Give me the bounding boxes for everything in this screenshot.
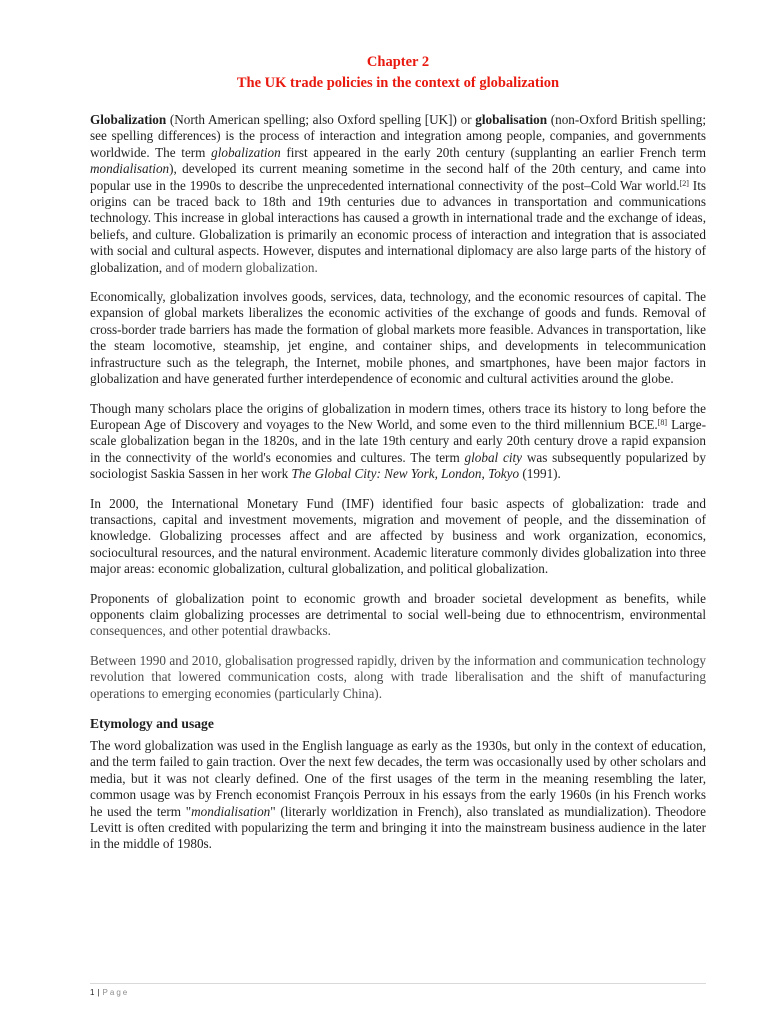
page-footer	[90, 983, 706, 997]
page-number: 1	[90, 988, 95, 997]
book-title: The Global City: New York, London, Tokyo	[291, 466, 520, 482]
document-body	[90, 112, 706, 853]
paragraph-etymology: The word globalization was used in the English language as early as the 1930s, but only in the context of education, and the term failed to gain traction. Over the next few decades, the term was occasionally used by other scholars and media, but it was not clearly defined. One of the first usages of the term in the meaning resembling the later, common usage was by French economist François Perroux in his essays from the early 1960s (in his French works he used the term "mondialisation" (literarly worldization in French), also translated as mundialization). Theodore Levitt is often credited with popularizing the term and bringing it into the mainstream business audience in the later in the middle of 1980s.	[90, 738, 707, 852]
citation-8: [8]	[657, 417, 668, 427]
chapter-heading	[90, 52, 706, 94]
section-heading-etymology: Etymology and usage	[90, 716, 214, 731]
paragraph-proponents: Proponents of globalization point to economic growth and broader societal development as benefits, while opponents claim globalizing processes are detrimental to social well-being due to ethnocentrism, environmental consequences, and other potential drawbacks.	[90, 590, 706, 639]
term-globalisation: globalisation	[475, 112, 548, 127]
document-page	[90, 52, 706, 866]
citation-2: [2]	[679, 178, 689, 188]
footer-separator: |	[97, 988, 100, 997]
paragraph-imf: In 2000, the International Monetary Fund (IMF) identified four basic aspects of globalization: trade and transactions, capital and investment movements, migration and movement of people, and the dissemination of knowledge. Globalizing processes affect and are affected by business and work organization, economics, sociocultural resources, and the natural environment. Academic literature commonly divides globalization into three major areas: economic globalization, cultural globalization, and political globalization.	[90, 495, 706, 577]
paragraph-history: Though many scholars place the origins of globalization in modern times, others trace its history to long before the European Age of Discovery and voyages to the New World, and some even to the third millennium BCE.[8] Large-scale globalization began in the 1820s, and in the late 19th century and early 20th century drove a rapid expansion in the connectivity of the world's economies and cultures. The term global city was subsequently popularized by sociologist Saskia Sassen in her work The Global City: New York, London, Tokyo (1991).	[90, 400, 706, 482]
page-label: Page	[102, 988, 130, 997]
paragraph-economics: Economically, globalization involves goods, services, data, technology, and the economic resources of capital. The expansion of global markets liberalizes the economic activities of the exchange of goods and funds. Removal of cross-border trade barriers has made the formation of global markets more feasible. Advances in transportation, like the steam locomotive, steamship, jet engine, and container ships, and developments in telecommunication infrastructure such as the telegraph, the Internet, mobile phones, and smartphones, have been major factors in globalization and have generated further interdependence of economic and cultural activities around the globe.	[90, 289, 706, 387]
paragraph-definition: Globalization (North American spelling; also Oxford spelling [UK]) or globalisation (non-Oxford British spelling; see spelling differences) is the process of interaction and integration among people, companies, and governments worldwide. The term globalization first appeared in the early 20th century (supplanting an earlier French term mondialisation), developed its current meaning sometime in the second half of the 20th century, and came into popular use in the 1990s to describe the unprecedented international connectivity of the post–Cold War world.[2] Its origins can be traced back to 18th and 19th centuries due to advances in transportation and communications technology. This increase in global interactions has caused a growth in international trade and the exchange of ideas, beliefs, and culture. Globalization is primarily an economic process of interaction and integration that is associated with social and cultural aspects. However, disputes and international diplomacy are also large parts of the history of globalization, and of modern globalization.	[90, 112, 707, 275]
chapter-title: The UK trade policies in the context of globalization	[236, 75, 560, 91]
chapter-number: Chapter 2	[366, 54, 430, 70]
paragraph-1990-2010: Between 1990 and 2010, globalisation progressed rapidly, driven by the information and communication technology revolution that lowered communication costs, along with trade liberalisation and the shift of manufacturing operations to emerging economies (particularly China).	[90, 652, 706, 701]
term-globalization: Globalization	[90, 112, 167, 127]
